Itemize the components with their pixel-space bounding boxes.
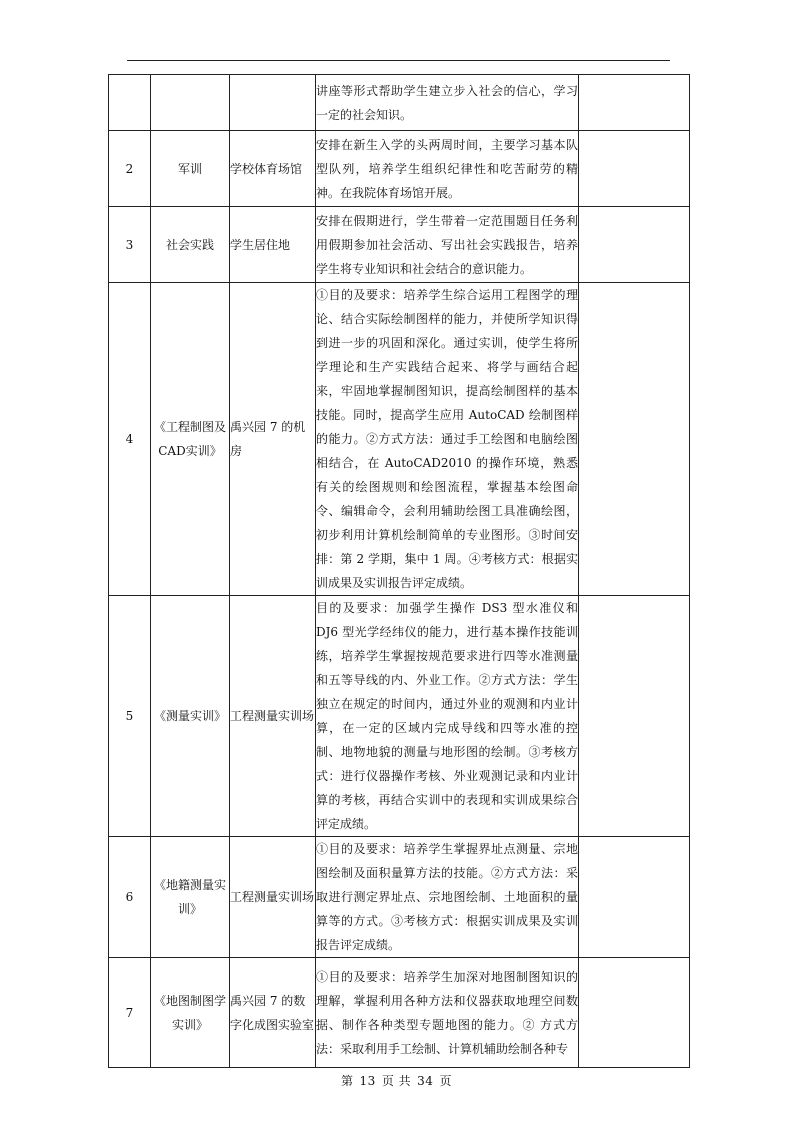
training-content: ①目的及要求：培养学生综合运用工程图学的理论、结合实际绘制图样的能力，并使所学知识得到进一步的巩固和深化。通过实训，使学生将所学理论和生产实践结合起来、将学与画结合起来，牢固地掌握制图知识，提高绘制图样的基本技能。同时，提高学生应用 AutoCAD 绘制图样的能力。②方式方法：通过手工绘图和电脑绘图相结合，在 AutoCAD2010 的操作环境，熟悉有关的绘图规则和绘图流程，掌握基本绘图命令、编辑命令，会利用辅助绘图工具准确绘图，初步利用计算机绘制简单的专业图形。③时间安排：第 2 学期，集中 1 周。④考核方式：根据实训成果及实训报告评定成绩。 [316, 283, 579, 596]
table-row [109, 131, 690, 207]
page-total: 34 [417, 1074, 434, 1088]
row-number: 3 [109, 207, 151, 283]
row-number: 6 [109, 837, 151, 958]
row-number: 7 [109, 958, 151, 1068]
blank-cell [579, 207, 690, 283]
training-name: 《工程制图及CAD实训》 [151, 283, 230, 596]
table-row [109, 207, 690, 283]
training-place: 禹兴园 7 的机房 [230, 283, 316, 596]
row-number [109, 75, 151, 131]
blank-cell [579, 283, 690, 596]
training-name: 《地图制图学实训》 [151, 958, 230, 1068]
blank-cell [579, 131, 690, 207]
training-name: 社会实践 [151, 207, 230, 283]
table-row [109, 837, 690, 958]
row-number: 4 [109, 283, 151, 596]
training-content: 安排在假期进行，学生带着一定范围题目任务利用假期参加社会活动、写出社会实践报告，培养学生将专业知识和社会结合的意识能力。 [316, 207, 579, 283]
footer-prefix: 第 [341, 1074, 354, 1088]
training-place: 禹兴园 7 的数字化成图实验室 [230, 958, 316, 1068]
training-name: 军训 [151, 131, 230, 207]
table-row [109, 283, 690, 596]
blank-cell [579, 958, 690, 1068]
blank-cell [579, 75, 690, 131]
training-place: 工程测量实训场 [230, 837, 316, 958]
training-content: 讲座等形式帮助学生建立步入社会的信心，学习一定的社会知识。 [316, 75, 579, 131]
table-row [109, 958, 690, 1068]
header-rule [127, 60, 670, 61]
training-content: 安排在新生入学的头两周时间，主要学习基本队型队列，培养学生组织纪律性和吃苦耐劳的精神。在我院体育场馆开展。 [316, 131, 579, 207]
training-place: 学校体育场馆 [230, 131, 316, 207]
page-number: 13 [359, 1074, 376, 1088]
page-footer [0, 1072, 793, 1089]
blank-cell [579, 837, 690, 958]
training-table [108, 74, 690, 1068]
row-number: 5 [109, 596, 151, 837]
table-row [109, 596, 690, 837]
training-content: ①目的及要求：培养学生加深对地图制图知识的理解，掌握利用各种方法和仪器获取地理空间数据、制作各种类型专题地图的能力。② 方式方法：采取利用手工绘制、计算机辅助绘制各种专 [316, 958, 579, 1068]
training-name: 《地籍测量实训》 [151, 837, 230, 958]
training-place: 学生居住地 [230, 207, 316, 283]
training-name: 《测量实训》 [151, 596, 230, 837]
training-content: 目的及要求：加强学生操作 DS3 型水准仪和 DJ6 型光学经纬仪的能力，进行基本操作技能训练，培养学生掌握按规范要求进行四等水准测量和五等导线的内、外业工作。②方式方法：学生独立在规定的时间内，通过外业的观测和内业计算，在一定的区域内完成导线和四等水准的控制、地物地貌的测量与地形图的绘制。③考核方式：进行仪器操作考核、外业观测记录和内业计算的考核，再结合实训中的表现和实训成果综合评定成绩。 [316, 596, 579, 837]
blank-cell [579, 596, 690, 837]
training-content: ①目的及要求：培养学生掌握界址点测量、宗地图绘制及面积量算方法的技能。②方式方法：采取进行测定界址点、宗地图绘制、土地面积的量算等的方式。③考核方式：根据实训成果及实训报告评定成绩。 [316, 837, 579, 958]
training-place [230, 75, 316, 131]
training-name [151, 75, 230, 131]
training-place: 工程测量实训场 [230, 596, 316, 837]
footer-middle: 页 共 [381, 1074, 412, 1088]
footer-suffix: 页 [439, 1074, 452, 1088]
table-row [109, 75, 690, 131]
row-number: 2 [109, 131, 151, 207]
